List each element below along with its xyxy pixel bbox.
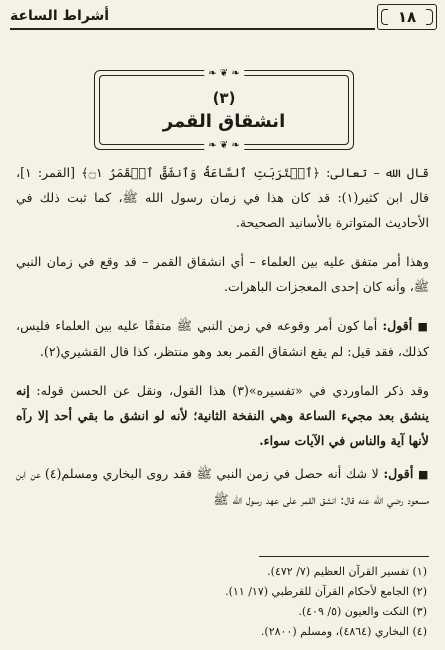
paragraph-quran-quote xyxy=(16,160,429,235)
paragraph-text: وهذا أمر متفق عليه بين العلماء – أي انشقاق القمر – قد وقع في زمان النبي ﷺ، وأنه كان إحدى المعجزات الباهرات. xyxy=(16,254,429,294)
paragraph-lead: أقول: xyxy=(382,318,413,333)
header-rule xyxy=(10,28,375,30)
page-header xyxy=(10,2,437,32)
footnote: (٣) النكت والعيون (٥/ ٤٠٩). xyxy=(298,605,427,618)
paragraph-consensus xyxy=(16,249,429,299)
paragraph-text: لا شك أنه حصل في زمن النبي ﷺ فقد روى البخاري ومسلم(٤) عن ابن مسعود رضي الله عنه قال: انشق القمر على عهد رسول الله ﷺ xyxy=(16,466,429,507)
chapter-title-inner xyxy=(99,68,349,151)
page-number: ١٨ xyxy=(397,8,417,26)
footnote-rule xyxy=(259,556,429,557)
paragraph-mawardi xyxy=(16,378,429,453)
footnotes xyxy=(16,562,427,642)
paragraph-bold-quote: إنه ينشق بعد مجيء الساعة وهي النفخة الثانية؛ لأنه لو انشق ما بقي أحد إلا رآه لأنها آية والناس في الآيات سواء. xyxy=(16,383,429,448)
paragraph-text: قال الله – تعالى: ﴿ٱقۡتَرَبَتِ ٱلسَّاعَةُ وَٱنشَقَّ ٱلۡقَمَرُ ۝١﴾ [القمر: ١]، قال ابن كثير(١): قد كان هذا في زمان رسول الله ﷺ، كما ثبت ذلك في الأحاديث المتواترة بالأسانيد الصحيحة. xyxy=(16,165,429,230)
footnote: (٤) البخاري (٤٨٦٤)، ومسلم (٢٨٠٠). xyxy=(260,625,427,638)
body-text xyxy=(16,160,429,526)
square-marker-icon: ■ xyxy=(417,320,429,333)
ornament-bottom-icon: ❧ ❦ ❧ xyxy=(204,141,244,151)
paragraph-text: أما كون أمر وقوعه في زمن النبي ﷺ متفقًا عليه بين العلماء فليس، كذلك، فقد قيل: لم يقع انشقاق القمر بعد وهو منتظر، كذا قال القشيري(٢). xyxy=(16,318,429,359)
ornament-top-icon: ❧ ❦ ❧ xyxy=(204,69,244,79)
footnote: (١) تفسير القرآن العظيم (٧/ ٤٧٢). xyxy=(267,565,427,578)
paragraph-lead: أقول: xyxy=(383,466,414,481)
footnote: (٢) الجامع لأحكام القرآن للقرطبي (١٧/ ١١). xyxy=(225,585,427,598)
chapter-title: انشقاق القمر xyxy=(162,110,286,132)
paragraph-text: وقد ذكر الماوردي في «تفسيره»(٣) هذا القول، ونقل عن الحسن قوله: xyxy=(36,383,429,398)
paragraph-aqulu-2 xyxy=(16,461,429,512)
running-title: أشراط الساعة xyxy=(10,8,110,24)
paragraph-aqulu-1 xyxy=(16,313,429,364)
chapter-number: (٣) xyxy=(212,88,236,107)
square-marker-icon: ■ xyxy=(417,468,429,481)
page-number-box xyxy=(377,4,437,30)
chapter-title-frame xyxy=(94,70,354,150)
